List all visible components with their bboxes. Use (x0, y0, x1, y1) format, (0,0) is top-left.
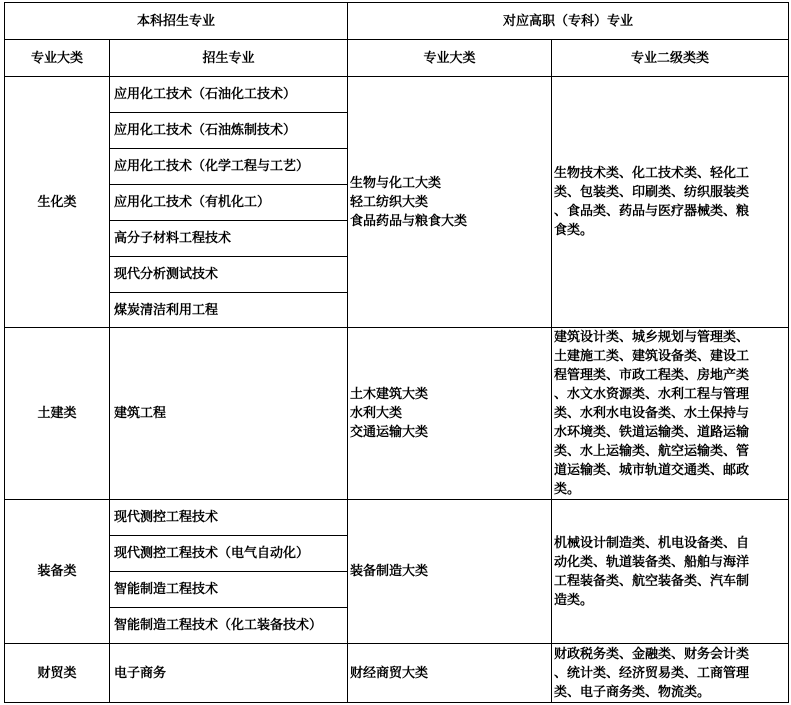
major-cell: 高分子材料工程技术 (110, 221, 348, 257)
vocational-sub-line: 类、水利水电设备类、水土保持与 (554, 406, 750, 421)
table-row (5, 328, 789, 500)
vocational-big-line: 水利大类 (350, 406, 403, 421)
vocational-sub-line: 、食品类、药品与医疗器械类、粮 (554, 204, 750, 219)
vocational-sub-line: 生物技术类、化工技术类、轻化工 (554, 166, 750, 181)
vocational-big-cell (348, 644, 552, 703)
major-cell: 应用化工技术（有机化工） (110, 185, 348, 221)
table-row (5, 77, 789, 113)
vocational-sub-cell (552, 500, 789, 644)
vocational-sub-line: 、统计类、经济贸易类、工商管理 (554, 665, 750, 681)
group-header-row (5, 3, 789, 40)
vocational-sub-line: 建筑设计类、城乡规划与管理类、 (554, 330, 750, 345)
category-cell: 生化类 (5, 77, 110, 328)
undergraduate-header: 本科招生专业 (5, 3, 348, 40)
vocational-sub-cell (552, 644, 789, 703)
vocational-big-line: 生物与化工大类 (350, 175, 442, 191)
vocational-sub-line: 水环境类、铁道运输类、道路运输 (554, 425, 750, 440)
major-cell: 应用化工技术（化学工程与工艺） (110, 149, 348, 185)
major-cell: 现代测控工程技术 (110, 500, 348, 536)
col-header-vocational-subcategory: 专业二级类类 (552, 40, 789, 77)
table-row (5, 644, 789, 703)
vocational-big-line: 轻工纺织大类 (350, 194, 429, 210)
vocational-sub-line: 土建施工类、建筑设备类、建设工 (554, 349, 750, 364)
vocational-sub-line: 食类。 (554, 223, 594, 238)
category-cell: 土建类 (5, 328, 110, 500)
vocational-sub-line: 、水文水资源类、水利工程与管理 (554, 387, 750, 402)
vocational-big-line: 食品药品与粮食大类 (350, 213, 468, 229)
vocational-sub-line: 财政税务类、金融类、财务会计类 (554, 646, 750, 662)
major-cell: 智能制造工程技术（化工装备技术） (110, 608, 348, 644)
major-cell: 煤炭清洁利用工程 (110, 293, 348, 328)
vocational-sub-line: 机械设计制造类、机电设备类、自 (554, 535, 750, 551)
major-cell: 现代测控工程技术（电气自动化） (110, 536, 348, 572)
major-cell: 建筑工程 (110, 328, 348, 500)
vocational-header: 对应高职（专科）专业 (348, 3, 789, 40)
vocational-big-cell (348, 328, 552, 500)
col-header-category: 专业大类 (5, 40, 110, 77)
vocational-big-cell (348, 77, 552, 328)
vocational-sub-line: 工程装备类、航空装备类、汽车制 (554, 573, 750, 589)
vocational-sub-line: 程管理类、市政工程类、房地产类 (554, 368, 750, 383)
vocational-big-line: 土木建筑大类 (350, 387, 429, 402)
vocational-sub-line: 类、包装类、印刷类、纺织服装类 (554, 185, 750, 200)
major-correspondence-table (4, 2, 789, 703)
vocational-sub-cell (552, 328, 789, 500)
vocational-sub-line: 类。 (554, 482, 581, 497)
major-cell: 应用化工技术（石油炼制技术） (110, 113, 348, 149)
vocational-big-line: 装备制造大类 (350, 564, 429, 579)
vocational-big-cell (348, 500, 552, 644)
vocational-sub-line: 类、水上运输类、航空运输类、管 (554, 444, 750, 459)
vocational-sub-line: 道运输类、城市轨道交通类、邮政 (554, 463, 750, 478)
vocational-big-line: 交通运输大类 (350, 425, 429, 440)
major-cell: 电子商务 (110, 644, 348, 703)
vocational-sub-cell (552, 77, 789, 328)
major-cell: 现代分析测试技术 (110, 257, 348, 293)
vocational-sub-line: 类、电子商务类、物流类。 (554, 684, 711, 700)
col-header-vocational-category: 专业大类 (348, 40, 552, 77)
category-cell: 装备类 (5, 500, 110, 644)
category-cell: 财贸类 (5, 644, 110, 703)
column-header-row (5, 40, 789, 77)
vocational-sub-line: 动化类、轨道装备类、船舶与海洋 (554, 554, 750, 570)
vocational-big-line: 财经商贸大类 (350, 665, 429, 681)
col-header-major: 招生专业 (110, 40, 348, 77)
table-row (5, 500, 789, 536)
vocational-sub-line: 造类。 (554, 592, 594, 608)
major-cell: 智能制造工程技术 (110, 572, 348, 608)
major-cell: 应用化工技术（石油化工技术） (110, 77, 348, 113)
